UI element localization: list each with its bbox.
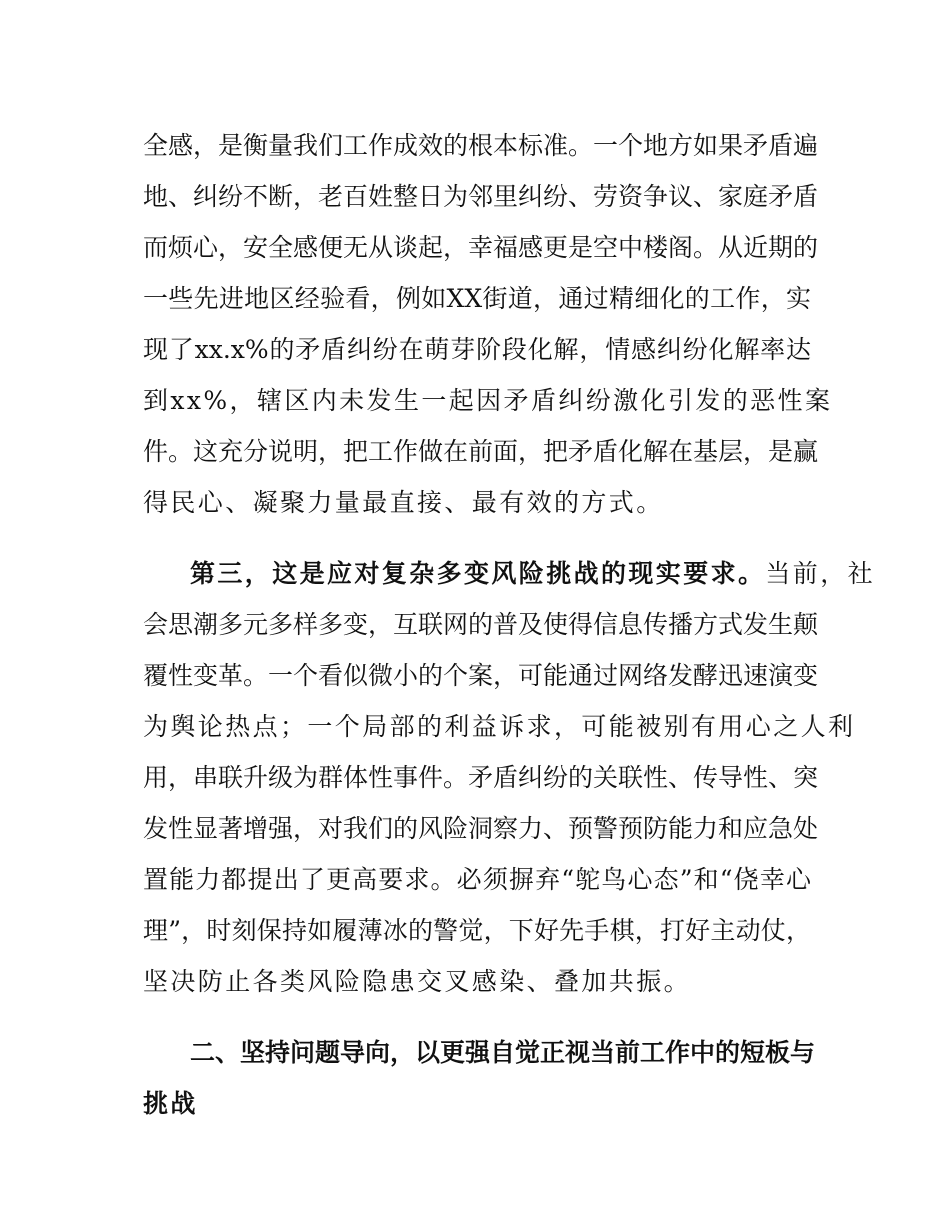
paragraph-spacer [143,528,811,548]
paragraph-line: 现了xx.x%的矛盾纠纷在萌芽阶段化解，情感纠纷化解率达 [143,335,811,364]
paragraph-line: 到xx%，辖区内未发生一起因矛盾纠纷激化引发的恶性案 [143,386,833,415]
paragraph-spacer [143,1007,811,1027]
section-heading-line-2: 挑战 [143,1089,198,1118]
paragraph-line: 发性显著增强，对我们的风险洞察力、预警预防能力和应急处 [143,814,819,843]
paragraph-line: 件。这充分说明，把工作做在前面，把矛盾化解在基层，是赢 [143,437,819,466]
paragraph-line: 得民心、凝聚力量最直接、最有效的方式。 [143,488,664,517]
paragraph-line: 地、纠纷不断，老百姓整日为邻里纠纷、劳资争议、家庭矛盾 [143,182,819,211]
section-heading-line-1: 二、坚持问题导向，以更强自觉正视当前工作中的短板与 [190,1038,816,1067]
paragraph-2 [143,548,876,1007]
paragraph-line: 为舆论热点；一个局部的利益诉求，可能被别有用心之人利 [143,712,856,741]
paragraph-line: 一些先进地区经验看，例如XX街道，通过精细化的工作，实 [143,284,811,313]
paragraph-line: 而烦心，安全感便无从谈起，幸福感更是空中楼阁。从近期的 [143,233,819,262]
paragraph-line: 用，串联升级为群体性事件。矛盾纠纷的关联性、传导性、突 [143,763,819,792]
paragraph-line: 理”，时刻保持如履薄冰的警觉，下好先手棋，打好主动仗， [143,916,811,945]
paragraph-line: 全感，是衡量我们工作成效的根本标准。一个地方如果矛盾遍 [143,131,819,160]
paragraph-lead-heading: 第三，这是应对复杂多变风险挑战的现实要求。 [190,559,766,588]
paragraph-line: 坚决防止各类风险隐患交叉感染、叠加共振。 [143,967,692,996]
paragraph-line: 会思潮多元多样多变，互联网的普及使得信息传播方式发生颠 [143,610,819,639]
section-heading [143,1027,816,1129]
paragraph-line: 覆性变革。一个看似微小的个案，可能通过网络发酵迅速演变 [143,661,819,690]
paragraph-first-line-rest: 当前，社 [765,559,876,588]
paragraph-1 [143,120,833,528]
document-page [143,120,876,1129]
paragraph-line: 置能力都提出了更高要求。必须摒弃“鸵鸟心态”和“侥幸心 [143,865,811,894]
paragraph-first-line [143,548,876,599]
